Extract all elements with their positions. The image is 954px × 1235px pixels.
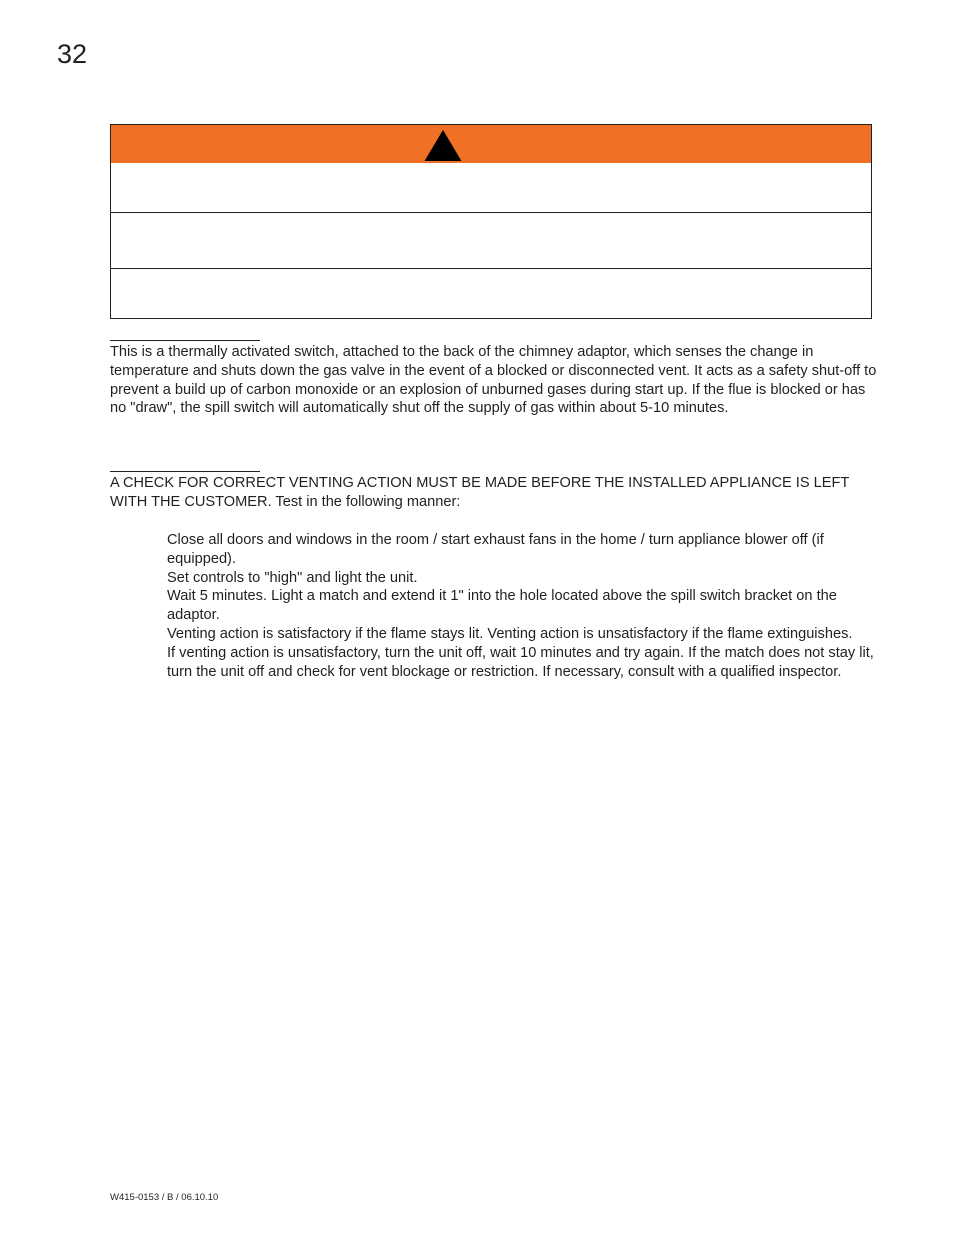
warning-box [110,124,872,319]
page-number: 32 [57,39,88,69]
warning-triangle-icon [424,130,462,161]
list-item: If venting action is unsatisfactory, turn the unit off, wait 10 minutes and try again. If the match does not stay lit, turn the unit off and check for vent blockage or restriction. If necessary, consult with a qualified inspector. [167,644,874,680]
warning-row [111,269,871,319]
list-item: Wait 5 minutes. Light a match and extend it 1" into the hole located above the spill switch bracket on the adaptor. [167,588,837,624]
spill-switch-paragraph: This is a thermally activated switch, attached to the back of the chimney adaptor, which senses the change in temperature and shuts down the gas valve in the event of a blocked or disconnected vent. It acts as a safety shut-off to prevent a build up of carbon monoxide or an explosion of unburned gases during start up. If the flue is blocked or has no "draw", the spill switch will automatically shut off the supply of gas within about 5-10 minutes. [110,344,877,417]
venting-check-intro: A CHECK FOR CORRECT VENTING ACTION MUST BE MADE BEFORE THE INSTALLED APPLIANCE IS LEFT WITH THE CUSTOMER. Test in the following manner: [110,475,850,510]
document-code: W415-0153 / B / 06.10.10 [110,1192,219,1203]
warning-header [111,125,871,163]
warning-row [111,213,871,269]
warning-row [111,163,871,213]
section-heading-rule [110,340,260,341]
list-item: Venting action is satisfactory if the flame stays lit. Venting action is unsatisfactory if the flame extinguishes. [167,625,853,642]
list-item: Close all doors and windows in the room / start exhaust fans in the home / turn appliance blower off (if equipped). [167,532,824,567]
venting-check-steps [167,531,887,681]
section-heading-rule [110,471,260,472]
list-item: Set controls to "high" and light the unit. [167,569,418,586]
